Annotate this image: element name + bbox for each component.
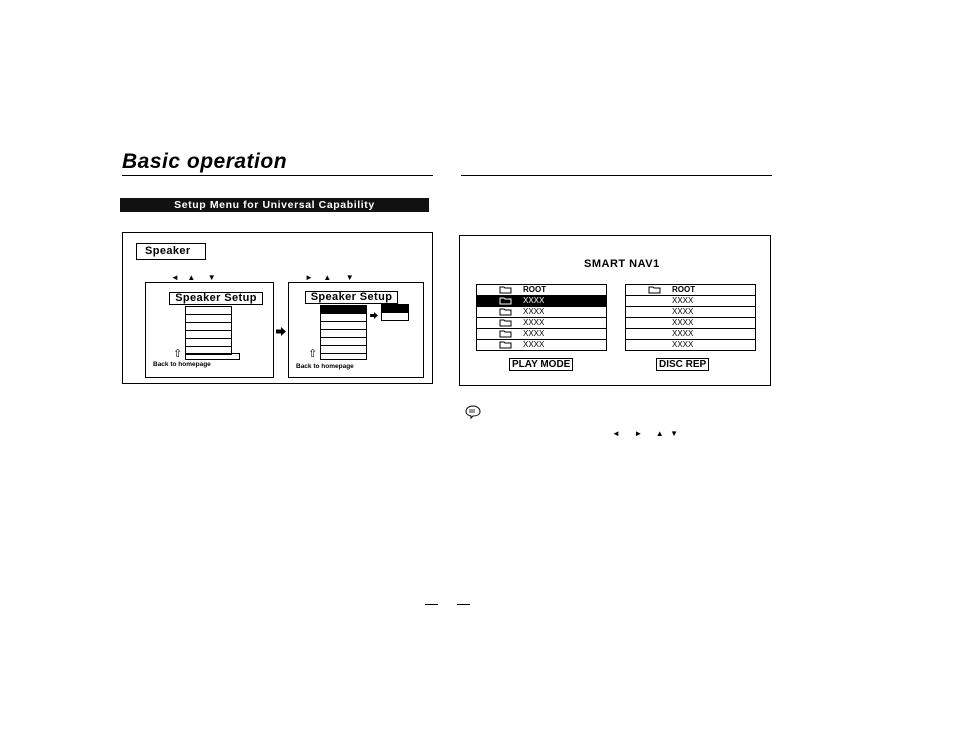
homepage-bar[interactable] xyxy=(185,353,240,360)
page-number-dash-right xyxy=(457,604,470,605)
up-arrow-icon: ▲ xyxy=(655,429,664,438)
homepage-bar[interactable] xyxy=(320,353,367,360)
menu-row[interactable] xyxy=(186,339,231,347)
menu-row[interactable] xyxy=(321,330,366,338)
nav-right-list xyxy=(625,284,756,351)
submenu-row[interactable] xyxy=(382,313,408,320)
folder-icon xyxy=(499,341,512,348)
right-arrow-icon: ► xyxy=(305,273,313,282)
list-item[interactable]: XXXX xyxy=(477,329,606,340)
menu-row[interactable] xyxy=(321,338,366,346)
left-arrow-icon: ◄ xyxy=(171,273,179,282)
menu-row[interactable] xyxy=(186,323,231,331)
speaker-button[interactable]: Speaker xyxy=(136,243,206,260)
list-item[interactable]: XXXX xyxy=(626,318,755,329)
menu-row[interactable] xyxy=(186,331,231,339)
folder-icon xyxy=(648,286,661,293)
menu-row[interactable] xyxy=(186,307,231,315)
note-key-arrows xyxy=(612,423,678,441)
speaker-setup-title: Speaker Setup xyxy=(305,291,398,304)
up-arrow-icon: ▲ xyxy=(323,273,332,282)
home-arrow-icon: ⇧ xyxy=(308,348,318,360)
speaker-setup-screen-left xyxy=(145,282,274,378)
title-rule-left xyxy=(122,175,433,176)
note-icon xyxy=(465,405,481,424)
back-to-homepage-label: Back to homepage xyxy=(153,361,211,368)
speaker-menu-list xyxy=(320,305,367,354)
menu-row[interactable] xyxy=(321,322,366,330)
back-to-homepage-label: Back to homepage xyxy=(296,363,354,370)
list-item[interactable]: XXXX xyxy=(672,340,694,349)
up-arrow-icon: ▲ xyxy=(187,273,196,282)
menu-row[interactable] xyxy=(321,346,366,353)
speaker-setup-screen-right xyxy=(288,282,424,378)
speaker-setup-title: Speaker Setup xyxy=(169,292,263,305)
submenu-arrow-icon xyxy=(370,306,378,324)
smart-nav-title: SMART NAV1 xyxy=(584,258,660,270)
down-arrow-icon: ▼ xyxy=(670,429,679,438)
home-arrow-icon: ⇧ xyxy=(173,348,183,360)
list-item[interactable]: ROOT xyxy=(626,285,755,296)
list-item[interactable]: XXXX xyxy=(477,340,606,350)
folder-icon xyxy=(499,308,512,315)
list-item[interactable]: XXXX xyxy=(626,307,755,318)
list-item[interactable]: ROOT xyxy=(477,285,606,296)
menu-row[interactable] xyxy=(186,315,231,323)
title-rule-right xyxy=(461,175,772,176)
left-arrow-icon: ◄ xyxy=(612,429,620,438)
page-title: Basic operation xyxy=(122,150,288,173)
list-item[interactable]: XXXX xyxy=(477,318,606,329)
folder-icon xyxy=(499,286,512,293)
page-number-dash-left xyxy=(425,604,438,605)
speaker-submenu-list xyxy=(381,304,409,321)
folder-icon xyxy=(499,297,512,304)
down-arrow-icon: ▼ xyxy=(207,273,216,282)
nav-left-list xyxy=(476,284,607,351)
menu-row[interactable] xyxy=(321,314,366,322)
folder-icon xyxy=(499,319,512,326)
disc-rep-button[interactable]: DISC REP xyxy=(656,358,709,371)
menu-row-selected[interactable] xyxy=(321,306,366,314)
play-mode-button[interactable]: PLAY MODE xyxy=(509,358,573,371)
down-arrow-icon: ▼ xyxy=(345,273,354,282)
list-item[interactable]: XXXX xyxy=(626,296,755,307)
section-banner: Setup Menu for Universal Capability xyxy=(120,198,429,212)
right-arrow-icon: ► xyxy=(634,429,643,438)
submenu-row-selected[interactable] xyxy=(382,305,408,313)
folder-icon xyxy=(499,330,512,337)
transition-arrow-icon xyxy=(276,323,286,341)
speaker-menu-list xyxy=(185,306,232,355)
list-item[interactable]: XXXX xyxy=(477,307,606,318)
list-item[interactable]: XXXX xyxy=(626,329,755,340)
smart-nav-figure xyxy=(459,235,771,386)
speaker-figure xyxy=(122,232,433,384)
list-item-selected[interactable]: XXXX xyxy=(477,296,606,307)
